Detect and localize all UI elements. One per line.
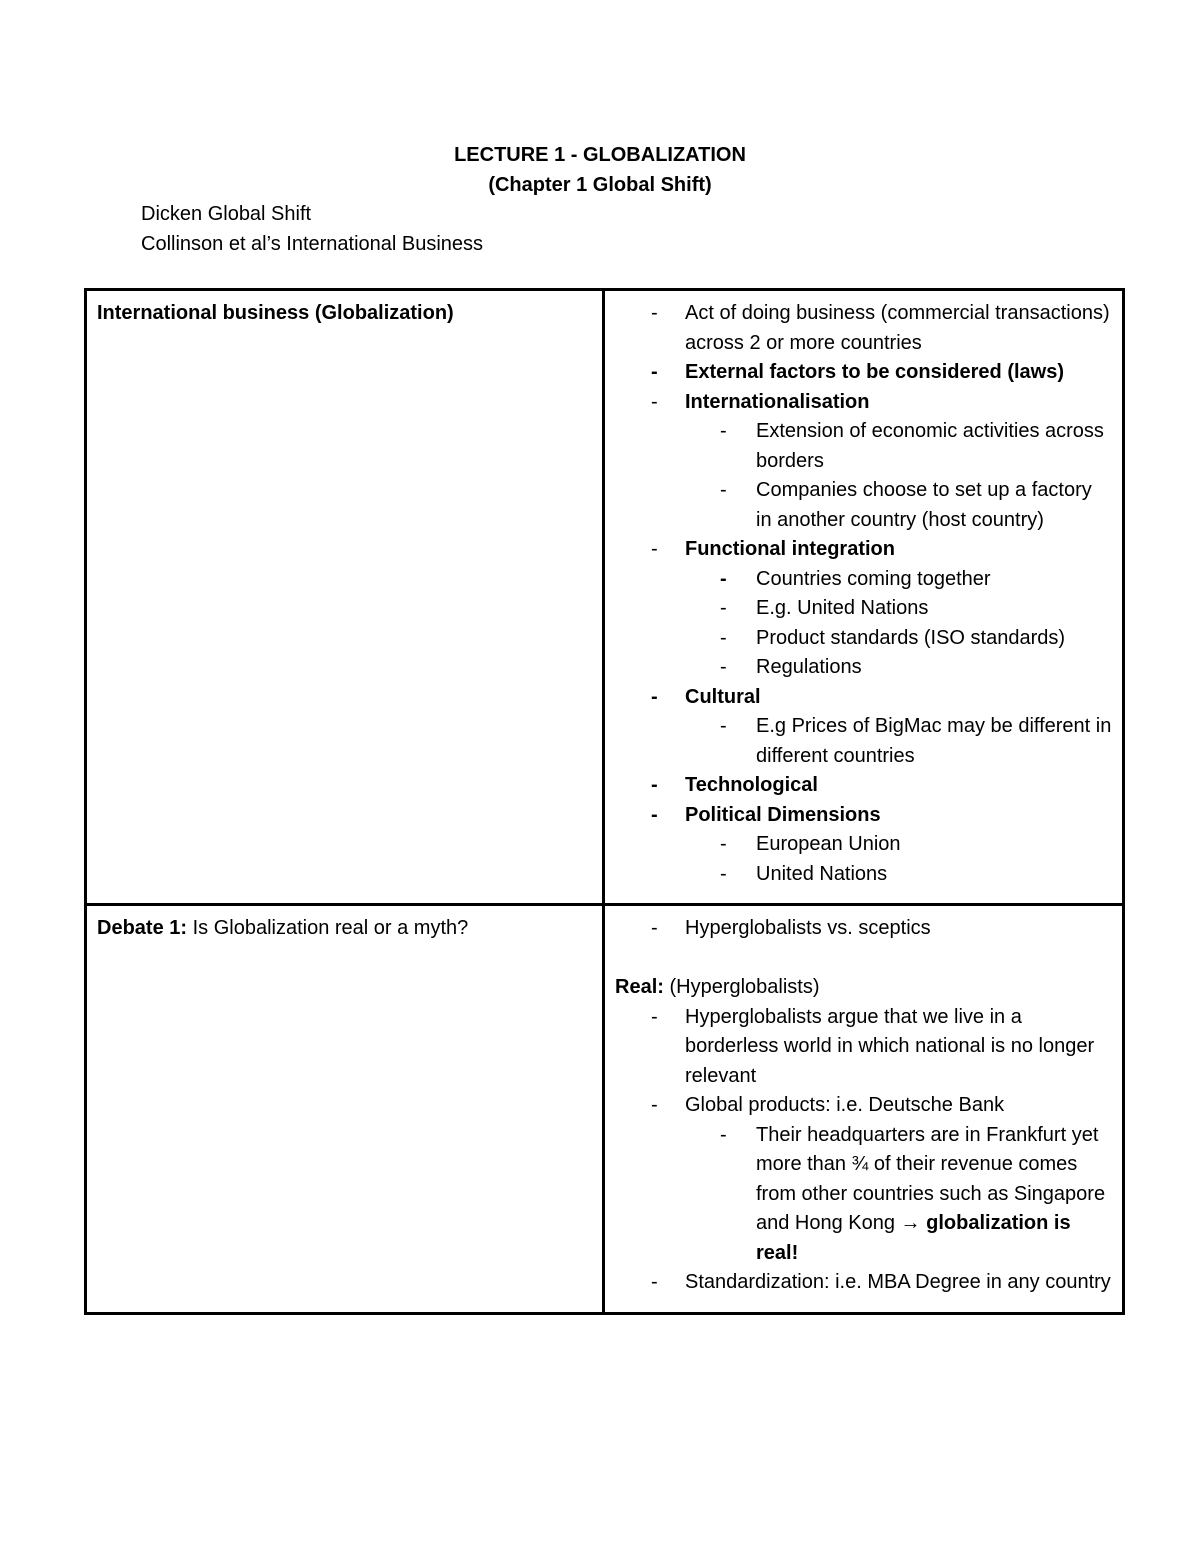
notes-cell bbox=[604, 290, 1124, 905]
list-item: - Global products: i.e. Deutsche Bank - Their headquarters are in Frankfurt yet more than ¾ of their revenue comes from other countries such as Singapore and Hong Kong → globalization is real! bbox=[615, 1091, 1112, 1268]
list-item: - Technological bbox=[615, 771, 1112, 801]
list-item: - Product standards (ISO standards) bbox=[685, 624, 1112, 654]
dash-bullet: - bbox=[720, 1123, 727, 1146]
dash-bullet: - bbox=[651, 685, 658, 708]
reference-line: Collinson et al’s International Business bbox=[141, 232, 484, 255]
page-title: LECTURE 1 - GLOBALIZATION bbox=[454, 144, 746, 166]
dash-bullet: - bbox=[651, 803, 658, 826]
bullet-list bbox=[615, 299, 1112, 889]
list-item: - Extension of economic activities across borders bbox=[685, 417, 1112, 476]
dash-bullet: - bbox=[651, 917, 658, 939]
debate-question: Is Globalization real or a myth? bbox=[187, 917, 469, 939]
real-heading bbox=[615, 973, 1112, 1003]
sub-list bbox=[685, 565, 1112, 683]
list-item: - Countries coming together bbox=[685, 565, 1112, 595]
list-item: - European Union bbox=[685, 830, 1112, 860]
topic-cell bbox=[86, 905, 604, 1314]
list-item: - Cultural - E.g Prices of BigMac may be different in different countries bbox=[615, 683, 1112, 772]
sub-list bbox=[685, 1121, 1112, 1269]
list-item: - Regulations bbox=[685, 653, 1112, 683]
list-item: - Standardization: i.e. MBA Degree in any country bbox=[615, 1268, 1112, 1298]
list-item: - Companies choose to set up a factory in another country (host country) bbox=[685, 476, 1112, 535]
dash-bullet: - bbox=[720, 479, 727, 501]
list-item: - United Nations bbox=[685, 860, 1112, 890]
reference-line: Dicken Global Shift bbox=[141, 203, 312, 225]
sub-list bbox=[685, 830, 1112, 889]
list-item: - External factors to be considered (laws) bbox=[615, 358, 1112, 388]
blank-line bbox=[615, 944, 1112, 974]
list-item: - Internationalisation - Extension of economic activities across borders - Companies choose to set up a factory in another country (host country) bbox=[615, 388, 1112, 536]
debate-label: Debate 1: bbox=[97, 917, 188, 939]
dash-bullet: - bbox=[651, 302, 658, 324]
dash-bullet: - bbox=[651, 774, 658, 796]
dash-bullet: - bbox=[720, 833, 727, 855]
list-item: - Hyperglobalists argue that we live in a borderless world in which national is no longer relevant bbox=[615, 1003, 1112, 1092]
notes-cell bbox=[604, 905, 1124, 1314]
real-label: Real: bbox=[615, 976, 664, 998]
dash-bullet: - bbox=[651, 538, 658, 560]
dash-bullet: - bbox=[720, 597, 727, 619]
list-item: - Act of doing business (commercial transactions) across 2 or more countries bbox=[615, 299, 1112, 358]
sub-list bbox=[685, 417, 1112, 535]
dash-bullet: - bbox=[651, 1094, 658, 1116]
list-item: - Functional integration - Countries coming together - E.g. United Nations - Product standards (ISO standards) - Regulations bbox=[615, 535, 1112, 683]
bullet-list bbox=[615, 914, 1112, 944]
dash-bullet: - bbox=[651, 1271, 658, 1293]
topic-cell bbox=[86, 290, 604, 905]
list-item: - Political Dimensions - European Union - United Nations bbox=[615, 801, 1112, 890]
page-subtitle: (Chapter 1 Global Shift) bbox=[488, 174, 712, 196]
dash-bullet: - bbox=[720, 656, 727, 678]
notes-table bbox=[84, 288, 1125, 1315]
dash-bullet: - bbox=[651, 1005, 658, 1028]
list-item: - E.g Prices of BigMac may be different in different countries bbox=[685, 712, 1112, 771]
list-item: - E.g. United Nations bbox=[685, 594, 1112, 624]
real-qualifier: (Hyperglobalists) bbox=[663, 976, 820, 998]
dash-bullet: - bbox=[720, 862, 727, 885]
list-item: - Their headquarters are in Frankfurt yet more than ¾ of their revenue comes from other countries such as Singapore and Hong Kong → globalization is real! bbox=[685, 1121, 1112, 1269]
dash-bullet: - bbox=[720, 420, 727, 442]
dash-bullet: - bbox=[651, 361, 658, 383]
table-row bbox=[86, 290, 1124, 905]
dash-bullet: - bbox=[651, 390, 658, 413]
dash-bullet: - bbox=[720, 715, 727, 737]
table-row bbox=[86, 905, 1124, 1314]
dash-bullet: - bbox=[720, 567, 727, 590]
bullet-list bbox=[615, 1003, 1112, 1298]
emphasis-text: globalization is real! bbox=[756, 1212, 1071, 1264]
page-header bbox=[0, 140, 1200, 259]
references bbox=[141, 200, 1200, 259]
list-item: - Hyperglobalists vs. sceptics bbox=[615, 914, 1112, 944]
dash-bullet: - bbox=[720, 626, 727, 649]
sub-list bbox=[685, 712, 1112, 771]
topic-heading: International business (Globalization) bbox=[97, 302, 454, 324]
